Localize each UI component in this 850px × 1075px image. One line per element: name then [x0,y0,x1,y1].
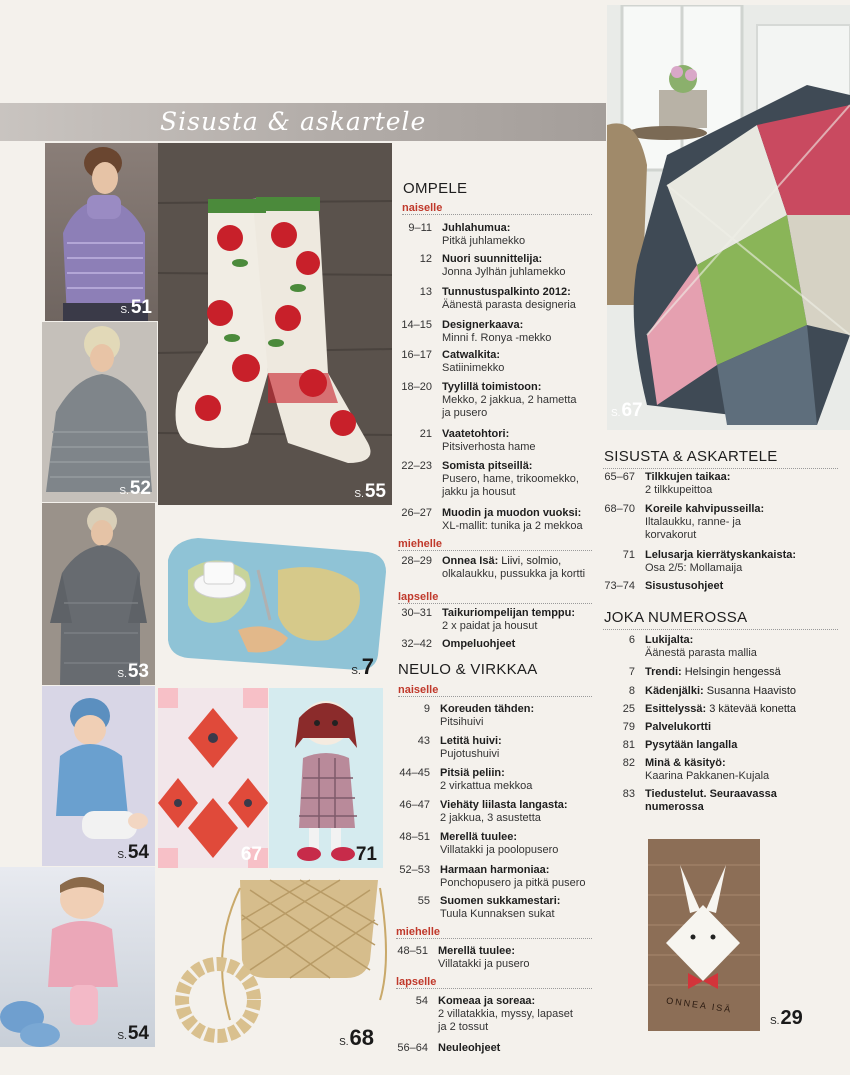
page-ref-68: S.68 [339,1025,374,1050]
toc-desc: Äänestä parasta designeria [442,299,576,311]
cat-miehelle-ompele: miehelle [398,538,592,551]
toc-page-number: 52–53 [399,864,430,876]
toc-page-number: 56–64 [397,1042,428,1054]
page-ref-67b: S.67 [611,400,643,421]
toc-title: Palvelukortti [645,721,712,733]
toc-desc: ja 2 tossut [438,1021,489,1033]
cat-lapselle-ompele: lapselle [398,591,592,604]
toc-page-number: 32–42 [401,638,432,650]
toc-desc: ja pusero [442,407,488,419]
cat-lapselle-neulo: lapselle [396,976,592,989]
toc-desc: Äänestä parasta mallia [645,647,757,659]
baby-blue-illustration [42,686,155,866]
quilt-chair-illustration [607,5,850,430]
rag-doll-illustration [269,688,383,868]
photo-baby-pink [0,867,155,1047]
toc-title: Somista pitseillä: [442,460,533,472]
toc-desc: Osa 2/5: Mollamaija [645,562,743,574]
page-ref-67a: 67 [240,844,262,865]
photo-rose-socks [158,143,392,505]
grey-tunic-illustration [42,503,155,685]
toc-page-number: 65–67 [604,471,635,483]
page-ref-52: S.52 [119,478,151,499]
cat-naiselle-ompele: naiselle [402,202,592,215]
toc-desc: 2 virkattua mekkoa [440,780,533,792]
toc-desc: olkalaukku, pussukka ja kortti [442,568,586,580]
toc-title: Letitä huivi: [440,735,502,747]
toc-title: Minä & käsityö: [645,757,726,769]
rose-socks-illustration [158,143,392,505]
toc-page-number: 44–45 [399,767,430,779]
photo-baby-blue [42,686,155,866]
divider-joka [603,629,838,630]
toc-desc: 2 tilkkupeittoa [645,484,713,496]
cat-naiselle-neulo: naiselle [398,684,592,697]
page-ref-71: 71 [355,844,377,865]
toc-page-number: 14–15 [401,319,432,331]
toc-title-inline-desc: Liivi, solmio, [498,555,562,567]
toc-page-number: 6 [628,634,635,646]
toc-title: Esittelyssä: 3 kätevää konetta [645,703,797,715]
toc-page-number: 43 [417,735,430,747]
toc-page-number: 48–51 [399,831,430,843]
toc-desc: Pitkä juhlamekko [442,235,526,247]
toc-title: Designerkaava: [442,319,524,331]
toc-title: Koreile kahvipusseilla: [645,503,765,515]
heading-neulo: NEULO & VIRKKAA [398,661,538,678]
toc-title: Onnea Isä: Liivi, solmio, [442,555,562,567]
banner-title: Sisusta & askartele [160,107,427,136]
baby-pink-illustration [0,867,155,1047]
toc-title: Juhlahumua: [442,222,511,234]
divider-sisusta [603,468,838,469]
photo-gold-bag [170,870,392,1055]
toc-page-number: 9 [423,703,430,715]
toc-page-number: 7 [628,666,635,678]
section-banner [0,103,606,141]
toc-page-number: 25 [622,703,635,715]
toc-page-number: 13 [419,286,432,298]
toc-page-number: 26–27 [401,507,432,519]
toc-desc: Satiinimekko [442,362,505,374]
photo-grey-poncho [42,322,157,502]
toc-desc: 2 jakkua, 3 asustetta [440,812,541,824]
toc-page-number: 30–31 [401,607,432,619]
toc-page-number: 16–17 [401,349,432,361]
toc-title-inline-desc: 3 kätevää konetta [706,703,797,715]
cat-miehelle-neulo: miehelle [396,926,592,939]
toc-title: Muodin ja muodon vuoksi: [442,507,582,519]
toc-title: Tunnustuspalkinto 2012: [442,286,571,298]
toc-page-number: 46–47 [399,799,430,811]
toc-page-number: 73–74 [604,580,635,592]
photo-purple-sweater [45,143,158,321]
toc-title: Catwalkita: [442,349,501,361]
toc-title: Merellä tuulee: [438,945,516,957]
toc-desc: Pitsihuivi [440,716,484,728]
toc-title: Ompeluohjeet [442,638,516,650]
toc-desc: Pujotushuivi [440,748,500,760]
toc-title: Pysytään langalla [645,739,738,751]
photo-quilt-chair [607,5,850,430]
toc-title-inline-desc: Susanna Haavisto [703,685,797,697]
toc-desc: korvakorut [645,529,697,541]
toc-title: Koreuden tähden: [440,703,535,715]
toc-page-number: 22–23 [401,460,432,472]
toc-title: Vaatetohtori: [442,428,510,440]
heading-sisusta: SISUSTA & ASKARTELE [604,448,778,465]
toc-title: Trendi: Helsingin hengessä [645,666,781,678]
toc-page-number: 48–51 [397,945,428,957]
toc-title-inline-desc: Helsingin hengessä [681,666,781,678]
toc-desc: Minni f. Ronya -mekko [442,332,552,344]
toc-page-number: 8 [628,685,635,697]
heading-joka: JOKA NUMEROSSA [604,609,748,626]
toc-title: Kädenjälki: Susanna Haavisto [645,685,797,697]
toc-title: Harmaan harmoniaa: [440,864,550,876]
toc-page-number: 81 [622,739,635,751]
page-ref-53: S.53 [117,661,149,682]
toc-page-number: 28–29 [401,555,432,567]
toc-desc: Pusero, hame, trikoomekko, [442,473,579,485]
purple-sweater-illustration [45,143,158,321]
quilt-small-illustration [158,688,268,868]
toc-title: Neuleohjeet [438,1042,501,1054]
toc-title: Suomen sukkamestari: [440,895,561,907]
toc-desc: Pitsiverhosta hame [442,441,536,453]
grey-poncho-illustration [42,322,157,502]
toc-title: Merellä tuulee: [440,831,518,843]
toc-desc: XL-mallit: tunika ja 2 mekkoa [442,520,583,532]
toc-desc: Jonna Jylhän juhlamekko [442,266,566,278]
toc-page-number: 18–20 [401,381,432,393]
photo-grey-tunic [42,503,155,685]
toc-page-number: 21 [419,428,432,440]
toc-desc: Iltalaukku, ranne- ja [645,516,741,528]
toc-title: Viehäty liilasta langasta: [440,799,568,811]
photo-quilt-small [158,688,268,868]
toc-title: Lukijalta: [645,634,694,646]
page-ref-29: S.29 [770,1007,803,1029]
toc-page-number: 83 [622,788,635,800]
photo-map-tray [158,510,392,680]
toc-desc: Tuula Kunnaksen sukat [440,908,555,920]
page-ref-51: S.51 [120,297,152,318]
toc-page-number: 79 [622,721,635,733]
page-ref-7: S.7 [351,654,374,679]
toc-desc: Villatakki ja poolopusero [440,844,559,856]
page-ref-55: S.55 [354,481,386,502]
toc-desc: Ponchopusero ja pitkä pusero [440,877,586,889]
toc-title: Pitsiä peliin: [440,767,505,779]
toc-page-number: 68–70 [604,503,635,515]
toc-page-number: 9–11 [408,222,432,234]
toc-title: Tyylillä toimistoon: [442,381,542,393]
toc-desc: jakku ja housut [442,486,516,498]
toc-desc: Villatakki ja pusero [438,958,530,970]
toc-title: Lelusarja kierrätyskankaista: [645,549,797,561]
toc-title-cont: numerossa [645,801,704,813]
toc-page-number: 54 [415,995,428,1007]
photo-rag-doll [269,688,383,868]
card-text: ONNEA ISÄ [665,995,733,1015]
toc-title: Tiedustelut. Seuraavassa [645,788,777,800]
toc-desc: Kaarina Pakkanen-Kujala [645,770,770,782]
page-ref-54a: S.54 [117,842,149,863]
toc-title: Sisustusohjeet [645,580,724,592]
toc-desc: 2 villatakkia, myssy, lapaset [438,1008,573,1020]
toc-page-number: 55 [417,895,430,907]
toc-page-number: 71 [622,549,635,561]
toc-desc: 2 x paidat ja housut [442,620,538,632]
toc-title: Tilkkujen taikaa: [645,471,731,483]
toc-page-number: 12 [419,253,432,265]
photo-bunny-card [640,835,765,1035]
page-ref-54b: S.54 [117,1023,149,1044]
toc-title: Taikuriompelijan temppu: [442,607,576,619]
toc-desc: Mekko, 2 jakkua, 2 hametta [442,394,577,406]
toc-title: Komeaa ja soreaa: [438,995,536,1007]
heading-ompele: OMPELE [403,180,468,197]
toc-page-number: 82 [622,757,635,769]
toc-title: Nuori suunnittelija: [442,253,543,265]
